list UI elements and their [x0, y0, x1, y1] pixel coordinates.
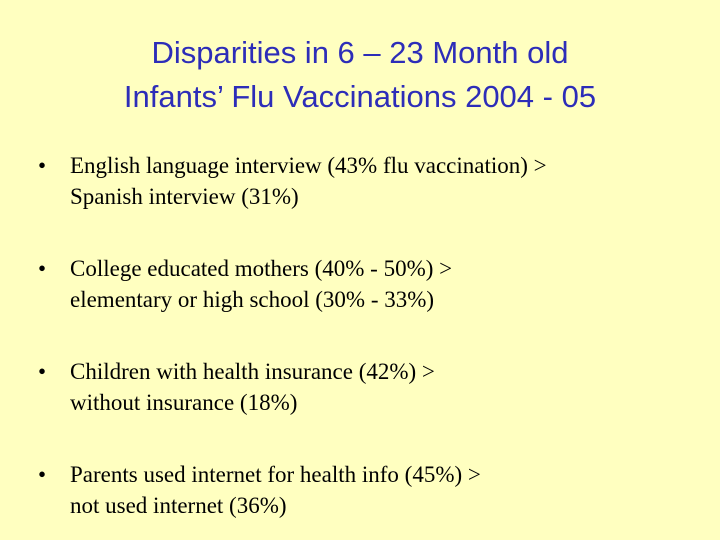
bullet-text-line-2: without insurance (18%) — [70, 390, 298, 415]
bullet-text-line-2: Spanish interview (31%) — [70, 184, 299, 209]
bullet-item-education — [38, 253, 678, 315]
bullet-point-icon: • — [38, 256, 47, 281]
slide-title-line-2: Infants’ Flu Vaccinations 2004 - 05 — [123, 79, 597, 114]
bullet-text-line-1: College educated mothers (40% - 50%) > — [70, 256, 453, 281]
bullet-point-icon: • — [38, 359, 47, 384]
slide-title-line-1: Disparities in 6 – 23 Month old — [151, 35, 569, 70]
bullet-item-language — [38, 150, 678, 212]
bullet-item-internet — [38, 459, 678, 521]
bullet-text-line-1: English language interview (43% flu vaccination) > — [70, 153, 547, 178]
bullet-item-insurance — [38, 356, 678, 418]
bullet-point-icon: • — [38, 153, 47, 178]
bullet-text-line-2: not used internet (36%) — [70, 493, 287, 518]
bullet-text-line-2: elementary or high school (30% - 33%) — [70, 287, 435, 312]
bullet-text-line-1: Parents used internet for health info (45%) > — [70, 462, 481, 487]
bullet-text-line-1: Children with health insurance (42%) > — [70, 359, 435, 384]
bullet-point-icon: • — [38, 462, 47, 487]
